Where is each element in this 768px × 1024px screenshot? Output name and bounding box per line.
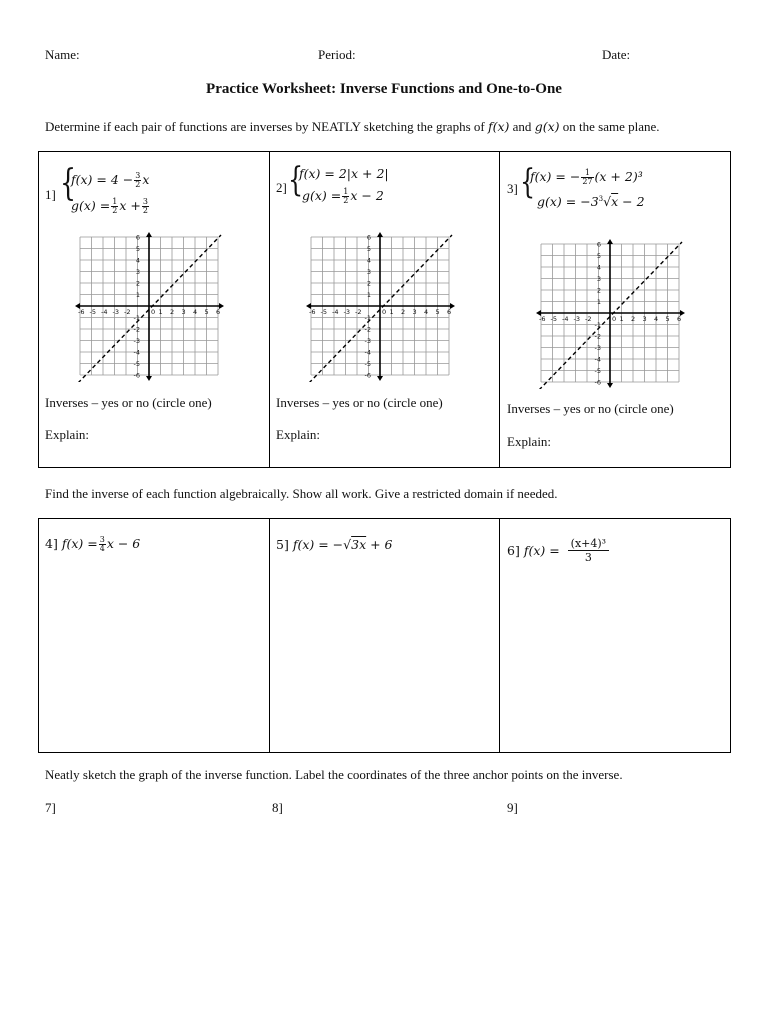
x-tick-label: 3: [642, 315, 647, 323]
y-tick-label: 2: [135, 279, 140, 288]
problem-2-explain: Explain:: [276, 427, 321, 442]
x-tick-label: 3: [412, 308, 417, 316]
x-tick-label: -2: [124, 308, 131, 316]
y-tick-label: 2: [596, 286, 601, 295]
problem-1-grid: [75, 232, 235, 382]
y-tick-label: -2: [133, 325, 140, 334]
y-tick-label: -6: [594, 378, 601, 387]
y-axis-arrow: [607, 383, 613, 388]
algebra-table-divider: [269, 518, 270, 753]
x-tick-label: -5: [550, 315, 557, 323]
y-tick-label: -1: [133, 314, 140, 322]
x-tick-label: 4: [424, 308, 429, 316]
x-tick-label: 6: [677, 315, 682, 323]
problem-2-grid: [306, 232, 466, 382]
y-axis-arrow: [146, 232, 152, 237]
problem-3-brace: {: [520, 162, 536, 202]
x-tick-label: -4: [101, 308, 108, 316]
x-tick-label: 5: [435, 308, 440, 316]
x-tick-label: 2: [631, 315, 636, 323]
y-tick-label: 1: [596, 298, 601, 306]
x-tick-label: -3: [343, 308, 350, 316]
y-tick-label: 5: [366, 245, 371, 253]
problem-2-inverses: Inverses – yes or no (circle one): [276, 395, 443, 410]
y-axis-arrow: [146, 376, 152, 381]
y-tick-label: -4: [133, 348, 140, 357]
y-tick-label: -3: [133, 337, 140, 345]
y-tick-label: 5: [135, 245, 140, 253]
x-tick-label: -6: [78, 308, 85, 316]
x-tick-label: 6: [447, 308, 452, 316]
y-axis-arrow: [377, 232, 383, 237]
problem-4: 4] f(x) = $\frac{3}{4}$ x − 6: [45, 535, 141, 553]
x-tick-label: -2: [355, 308, 362, 316]
y-tick-label: 2: [366, 279, 371, 288]
y-tick-label: -2: [594, 332, 601, 341]
x-tick-label: -3: [573, 315, 580, 323]
y-tick-label: 6: [135, 233, 140, 242]
period-label: Period:: [318, 47, 356, 62]
y-axis-arrow: [377, 376, 383, 381]
problem-3-number: 3]: [507, 181, 518, 196]
problem-1-brace: {: [60, 163, 77, 204]
y-tick-label: 6: [366, 233, 371, 242]
problem-1-explain: Explain:: [45, 427, 90, 442]
x-tick-label: 0: [151, 308, 156, 316]
problem-1-g: g(x) = $\frac{1}{2}$ x + $\frac{3}{2}$: [71, 197, 148, 215]
problem-1-f: f(x) = 4 − $\frac{3}{2}$ x: [71, 171, 150, 189]
problem-5: 5] f(x) = −√3x + 6: [276, 537, 393, 552]
y-tick-label: -5: [133, 360, 140, 368]
instructions-algebraic: Find the inverse of each function algebraically. Show all work. Give a restricted domain if needed.: [45, 486, 558, 501]
y-tick-label: 5: [596, 252, 601, 260]
problem-2-brace: {: [288, 160, 304, 200]
x-tick-label: -4: [332, 308, 339, 316]
x-tick-label: 6: [216, 308, 221, 316]
problem-2-f: f(x) = 2|x + 2|: [299, 166, 389, 181]
x-tick-label: 3: [181, 308, 186, 316]
y-axis-arrow: [607, 239, 613, 244]
x-tick-label: 0: [382, 308, 387, 316]
problem-2-g: g(x) = $\frac{1}{2}$ x − 2: [302, 187, 384, 205]
problem-8-number: 8]: [272, 800, 283, 815]
x-tick-label: 2: [170, 308, 175, 316]
problem-3-inverses: Inverses – yes or no (circle one): [507, 401, 674, 416]
problem-3-g: $g(x) = -3^3√x - 2$: [537, 194, 645, 209]
y-tick-label: -6: [133, 371, 140, 380]
y-tick-label: -5: [594, 367, 601, 375]
x-tick-label: 0: [612, 315, 617, 323]
x-tick-label: 1: [158, 308, 163, 316]
x-tick-label: 5: [204, 308, 209, 316]
instructions-sketch: Neatly sketch the graph of the inverse function. Label the coordinates of the three anchor points on the inverse.: [45, 767, 623, 782]
problem-6: 6] f(x) = $\frac{\text{(x+4)³}}{3}$: [507, 537, 609, 564]
y-tick-label: 3: [135, 268, 140, 276]
y-tick-label: 3: [596, 275, 601, 283]
x-tick-label: -6: [539, 315, 546, 323]
x-tick-label: -5: [320, 308, 327, 316]
y-tick-label: 4: [596, 263, 601, 272]
problem-7-number: 7]: [45, 800, 56, 815]
y-tick-label: 3: [366, 268, 371, 276]
problem-3-explain: Explain:: [507, 434, 552, 449]
x-tick-label: 2: [401, 308, 406, 316]
problem-3-f: f(x) = − $\frac{1}{27}$ (x + 2)³: [530, 168, 643, 186]
x-tick-label: 5: [665, 315, 670, 323]
problem-1-inverses: Inverses – yes or no (circle one): [45, 395, 212, 410]
y-tick-label: 4: [366, 256, 371, 265]
y-tick-label: -1: [364, 314, 371, 322]
problem-2-number: 2]: [276, 180, 287, 195]
worksheet-title: Practice Worksheet: Inverse Functions and One-to-One: [206, 81, 562, 97]
problem-1-number: 1]: [45, 187, 56, 202]
y-tick-label: 4: [135, 256, 140, 265]
graph-table-divider: [499, 151, 500, 468]
y-tick-label: -2: [364, 325, 371, 334]
y-tick-label: 6: [596, 240, 601, 249]
y-tick-label: -3: [594, 344, 601, 352]
algebra-table-divider: [499, 518, 500, 753]
x-tick-label: 4: [654, 315, 659, 323]
x-tick-label: -3: [112, 308, 119, 316]
x-tick-label: -4: [562, 315, 569, 323]
x-tick-label: -5: [89, 308, 96, 316]
problem-3-grid: [536, 239, 696, 389]
y-tick-label: -4: [594, 355, 601, 364]
algebra-table: [38, 518, 731, 753]
x-tick-label: 1: [619, 315, 624, 323]
y-tick-label: -6: [364, 371, 371, 380]
instructions-graphing: Determine if each pair of functions are inverses by NEATLY sketching the graphs of f(x) and g(x) on the same plane.: [45, 119, 660, 134]
graph-table-divider: [269, 151, 270, 468]
y-tick-label: -4: [364, 348, 371, 357]
y-tick-label: 1: [366, 291, 371, 299]
date-label: Date:: [602, 47, 631, 62]
x-tick-label: 1: [389, 308, 394, 316]
y-tick-label: -3: [364, 337, 371, 345]
problem-9-number: 9]: [507, 800, 518, 815]
x-tick-label: 4: [193, 308, 198, 316]
y-tick-label: -1: [594, 321, 601, 329]
y-tick-label: 1: [135, 291, 140, 299]
y-tick-label: -5: [364, 360, 371, 368]
x-tick-label: -2: [585, 315, 592, 323]
name-label: Name:: [45, 47, 80, 62]
x-tick-label: -6: [309, 308, 316, 316]
